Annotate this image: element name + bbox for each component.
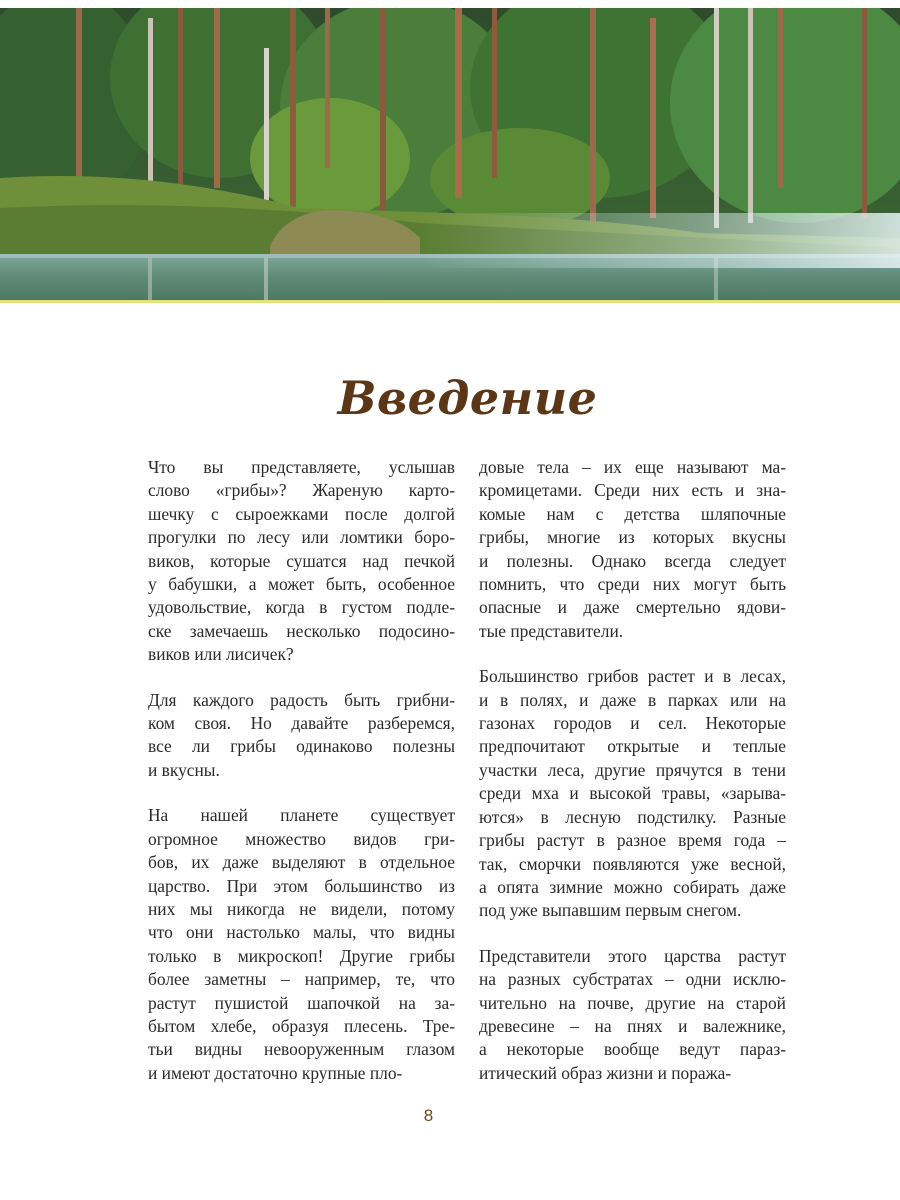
text-line: участки леса, другие прячутся в тени [479,759,786,780]
text-line: тьи видны невооруженным глазом [148,1039,455,1060]
text-line: только в микроскоп! Другие грибы [148,945,455,966]
paragraph [479,456,786,643]
paragraph [148,456,455,667]
text-line: под уже выпавшим первым снегом. [479,900,742,921]
text-line: них мы никогда не видели, потому [148,898,455,919]
paragraph [479,945,786,1085]
text-line: комые нам с детства шляпочные [479,503,786,524]
text-line: кромицетами. Среди них есть и зна- [479,480,786,501]
text-line: Для каждого радость быть грибни- [148,689,455,710]
text-line: и вкусны. [148,759,220,780]
text-line: растут пушистой шапочкой на за- [148,992,455,1013]
text-line: предпочитают открытые и теплые [479,736,786,757]
image-border [0,300,900,303]
paragraph [148,689,455,783]
text-line: и в полях, и даже в парках или на [479,689,786,710]
text-line: и полезны. Однако всегда следует [479,550,786,571]
text-line: Представители этого царства растут [479,945,786,966]
text-line: так, сморчки появляются уже весной, [479,853,786,874]
text-line: виков или лисичек? [148,644,294,665]
text-line: итический образ жизни и поража- [479,1062,732,1083]
paragraph [479,665,786,922]
paragraph [148,804,455,1085]
text-line: ком своя. Но давайте разберемся, [148,713,455,734]
text-line: царство. При этом большинство из [148,875,455,896]
right-column [479,456,786,1107]
text-line: более заметны – например, те, что [148,969,455,990]
text-line: у бабушки, а может быть, особенное [148,574,455,595]
text-line: помнить, что среди них могут быть [479,574,786,595]
text-line: Что вы представляете, услышав [148,457,455,477]
left-column [148,456,455,1107]
text-line: ске замечаешь несколько подосино- [148,620,455,641]
text-line: прогулки по лесу или ломтики боро- [148,527,455,548]
text-line: и имеют достаточно крупные пло- [148,1062,403,1083]
text-line: а некоторые вообще ведут параз- [479,1039,786,1060]
text-line: газонах городов и сел. Некоторые [479,713,786,734]
text-line: что они настолько малы, что видны [148,922,455,943]
text-line: ются» в лесную подстилку. Разные [479,806,786,827]
text-line: древесине – на пнях и валежнике, [479,1015,786,1036]
text-line: На нашей планете существует [148,805,455,826]
text-line: все ли грибы одинаково полезны [148,736,455,757]
text-line: удовольствие, когда в густом подле- [148,597,455,618]
text-line: бов, их даже выделяют в отдельное [148,852,455,873]
forest-lake-photo [0,8,900,300]
text-line: Большинство грибов растет и в лесах, [479,666,786,687]
text-line: шечку с сыроежками после долгой [148,503,455,524]
page-number: 8 [423,1106,434,1125]
text-line: чительно на почве, другие на старой [479,992,786,1013]
text-line: довые тела – их еще называют ма- [479,457,786,477]
text-line: грибы растут в разное время года – [479,830,786,851]
text-line: на разных субстратах – одни исклю- [479,969,786,990]
page-title: Введение [337,370,598,425]
text-line: слово «грибы»? Жареную карто- [148,480,455,501]
text-line: а опята зимние можно собирать даже [479,876,786,897]
text-line: грибы, многие из которых вкусны [479,527,786,548]
text-line: опасные и даже смертельно ядови- [479,597,786,618]
text-line: виков, которые сушатся над печкой [148,550,455,571]
text-line: бытом хлебе, образуя плесень. Тре- [148,1015,455,1036]
text-line: тые представители. [479,620,624,641]
text-line: огромное множество видов гри- [148,828,455,849]
text-line: среди мха и высокой травы, «зарыва- [479,783,786,804]
